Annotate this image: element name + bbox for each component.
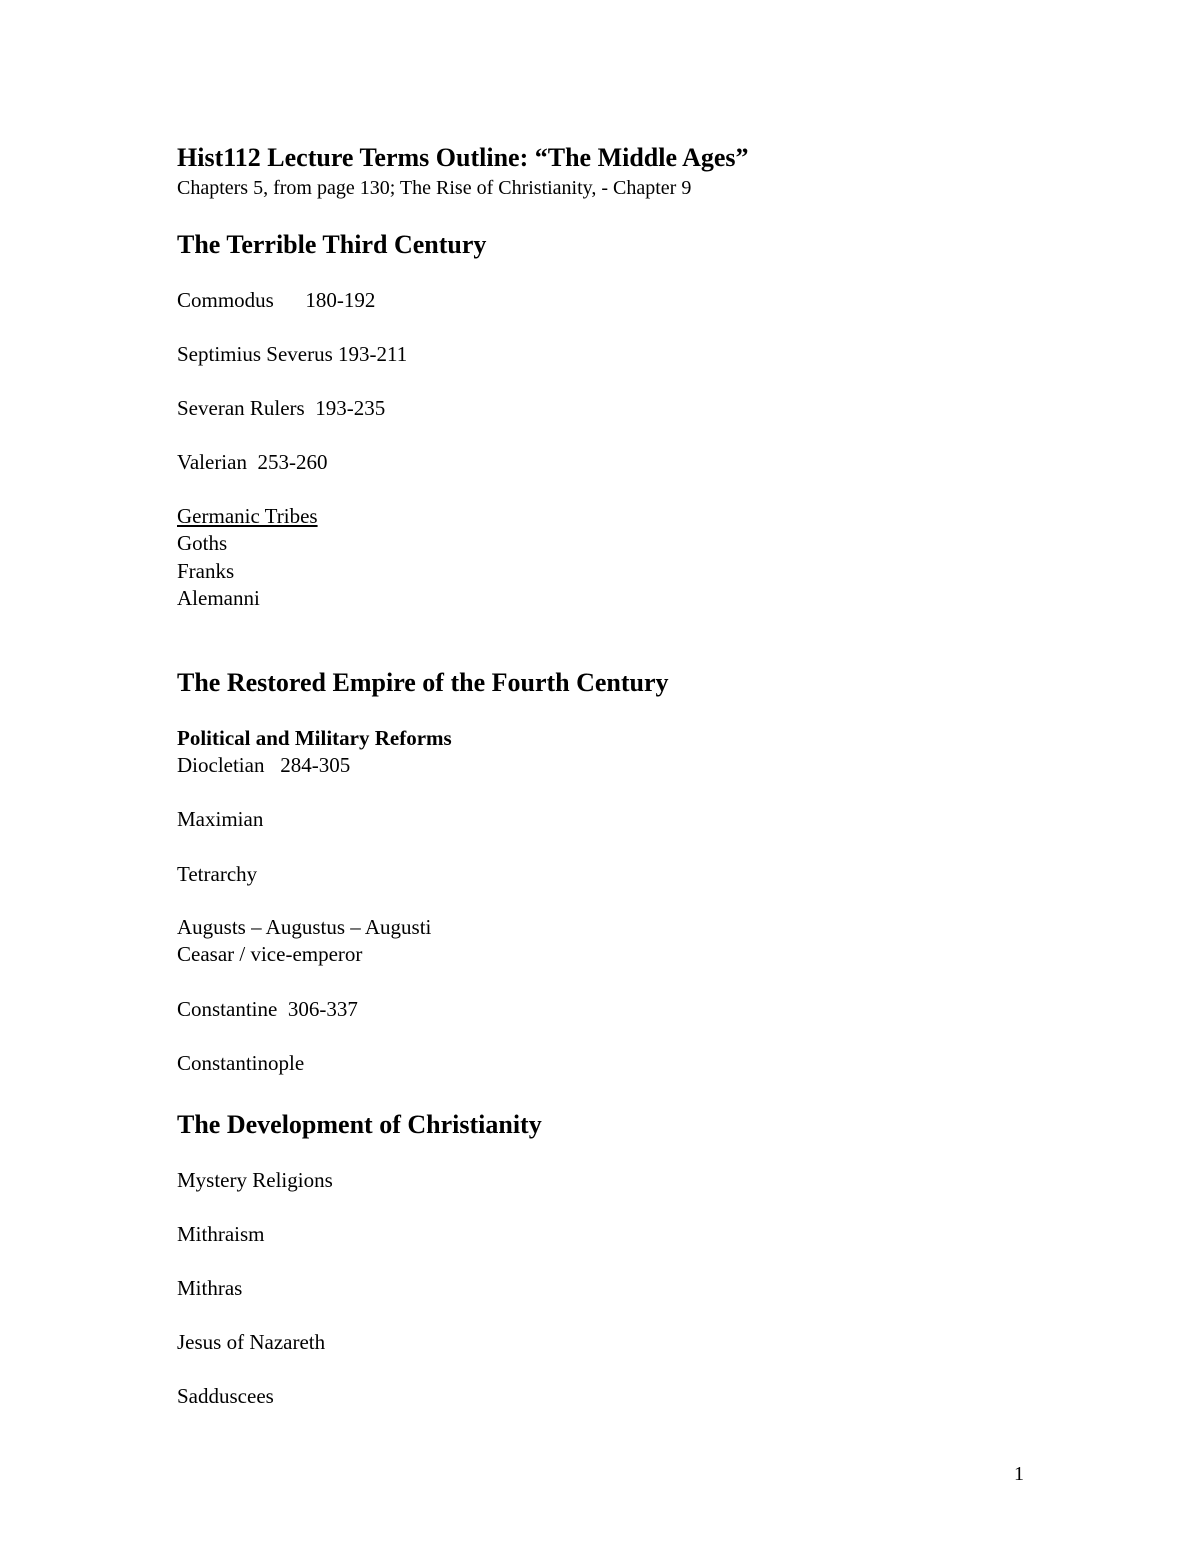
tribe-item: Franks: [177, 559, 235, 583]
term-item: Ceasar / vice-emperor: [177, 942, 363, 966]
term-item: Augusts – Augustus – Augusti: [177, 915, 432, 939]
term-item: Sadduscees: [177, 1384, 274, 1408]
page-subtitle: Chapters 5, from page 130; The Rise of Christianity, - Chapter 9: [177, 177, 692, 199]
term-item: Mithras: [177, 1276, 243, 1300]
section-heading-christianity: The Development of Christianity: [177, 1110, 542, 1139]
term-item: Diocletian 284-305: [177, 753, 351, 777]
term-item: Valerian 253-260: [177, 450, 328, 474]
page-number: 1: [1014, 1463, 1024, 1485]
term-item: Maximian: [177, 807, 264, 831]
section-heading-third-century: The Terrible Third Century: [177, 230, 487, 259]
term-item: Mystery Religions: [177, 1168, 333, 1192]
tribe-item: Goths: [177, 531, 228, 555]
tribe-item: Alemanni: [177, 586, 260, 610]
term-item: Commodus 180-192: [177, 288, 376, 312]
subheading-political-military-reforms: Political and Military Reforms: [177, 726, 452, 750]
term-item: Severan Rulers 193-235: [177, 396, 386, 420]
term-item: Jesus of Nazareth: [177, 1330, 326, 1354]
section-heading-fourth-century: The Restored Empire of the Fourth Century: [177, 668, 669, 697]
germanic-tribes-label: Germanic Tribes: [177, 504, 318, 528]
page-title: Hist112 Lecture Terms Outline: “The Middle Ages”: [177, 143, 749, 172]
term-item: Tetrarchy: [177, 862, 258, 886]
term-item: Constantine 306-337: [177, 997, 358, 1021]
term-item: Septimius Severus 193-211: [177, 342, 408, 366]
term-item: Constantinople: [177, 1051, 305, 1075]
term-item: Mithraism: [177, 1222, 265, 1246]
